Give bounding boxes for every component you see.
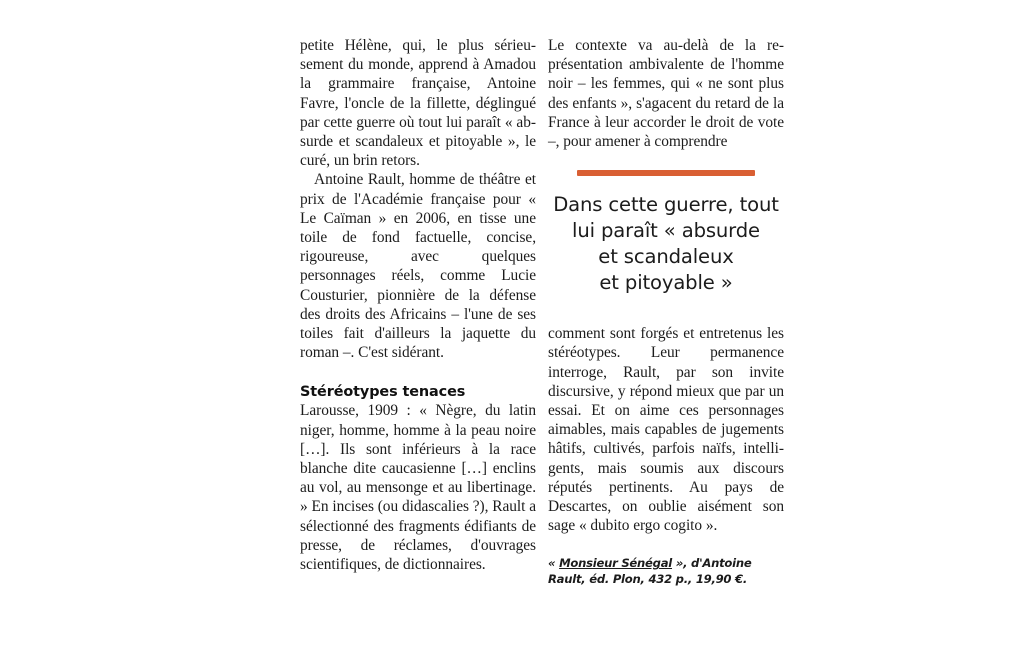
spacer	[548, 535, 784, 556]
article-column-right	[548, 36, 784, 587]
credit-details: », d'Antoine Rault, éd. Plon, 432 p., 19,90 €.	[548, 556, 752, 586]
section-subheading: Stéréotypes tenaces	[300, 384, 466, 401]
spacer	[300, 362, 536, 383]
body-paragraph: Antoine Rault, homme de théâtre et prix de l'Académie française pour « Le Caïman » en 2006, en tisse une toile de fond factuelle, concise, rigoureuse, avec quelques personnages réels, comme Lucie Cousturier, pionnière de la défense des droits des Africains – l'une de ses toiles fait d'ailleurs la jaquette du roman –. C'est sidérant.	[300, 171, 536, 362]
pullquote-text	[548, 192, 784, 296]
spacer	[548, 151, 784, 170]
credit-open-quote: «	[548, 556, 560, 571]
spacer	[548, 296, 784, 324]
body-paragraph: Le contexte va au-delà de la représentation ambivalente de l'homme noir – les femmes, qui « ne sont plus des enfants », s'agacent du retard de la France à leur accorder le droit de vote –, pour amener à comprendre	[548, 37, 784, 151]
spacer	[548, 176, 784, 192]
book-credit	[548, 556, 784, 587]
pullquote-line: et pitoyable »	[599, 271, 733, 295]
body-paragraph: Larousse, 1909 : « Nègre, du latin niger, homme, homme à la peau noire […]. Ils sont inférieurs à la race blanche dite caucasienne […] enclins au vol, au mensonge et au libertinage. » En incises (ou didascalies ?), Rault a sélectionné des fragments édifiants de presse, de réclames, d'ouvrages scientifiques, de dictionnaires.	[300, 402, 536, 574]
pullquote-line: lui paraît « absurde	[572, 219, 760, 243]
pullquote-block	[548, 151, 784, 324]
pullquote-line: Dans cette guerre, tout	[553, 193, 779, 217]
pullquote-line: et scandaleux	[598, 245, 734, 269]
article-column-left	[300, 36, 536, 574]
body-paragraph: comment sont forgés et entretenus les stéréotypes. Leur permanence interroge, Rault, par son invite discursive, y répond mieux que par un essai. Et on aime ces personnages aimables, mais capables de jugements hâtifs, cultivés, parfois naïfs, intelligents, mais soumis aux discours réputés pertinents. Au pays de Descartes, on oublie aisément son sage « dubito ergo cogito ».	[548, 325, 784, 535]
body-paragraph: petite Hélène, qui, le plus sérieusement du monde, apprend à Amadou la grammaire française, Antoine Favre, l'oncle de la fillette, déglingué par cette guerre où tout lui paraît « absurde et scandaleux et pitoyable », le curé, un brin retors.	[300, 37, 536, 170]
book-title: Monsieur Sénégal	[559, 556, 673, 571]
